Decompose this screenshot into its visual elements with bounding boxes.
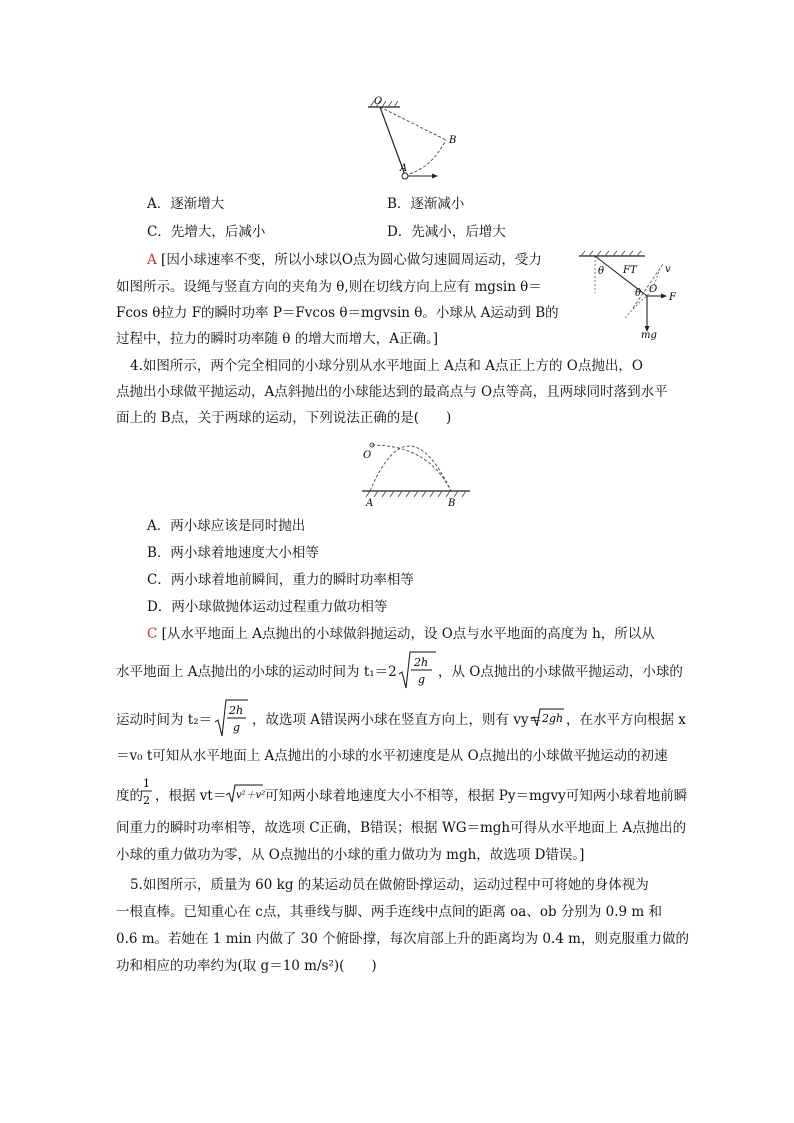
frac-den: g	[233, 721, 241, 734]
q3-answer-line-3: Fcos θ拉力 F的瞬时功率 P＝Fvcos θ＝mgvsin θ。小球从 A运动到 B的	[116, 305, 559, 321]
q4-solution-line-6: 间重力的瞬时功率相等，故选项 C正确，B错误；根据 WG＝mgh可得从水平地面上 A点抛出的	[116, 820, 687, 836]
label-theta-2: θ	[635, 288, 642, 299]
q3-option-a: A．逐渐增大	[147, 196, 225, 212]
label-A: A	[366, 498, 374, 509]
q4-answer-letter: C	[147, 626, 158, 642]
q4-solution-line-3b: ，故选项 A错误两小球在竖直方向上，则有 vy＝	[252, 712, 543, 728]
label-B: B	[449, 135, 457, 146]
frac-num: 2h	[229, 704, 244, 717]
label-FT: FT	[623, 265, 637, 276]
q4-solution-line-2	[116, 662, 397, 682]
label-mg: mg	[641, 330, 657, 340]
q4-solution-text: [从水平地面上 A点抛出的小球做斜抛运动，设 O点与水平地面的高度为 h，所以从	[161, 626, 655, 642]
sqrt-v-sum	[225, 783, 265, 805]
label-B: B	[448, 498, 456, 509]
q5-stem-line-2: 一根直棒。已知重心在 c点，其垂线与脚、两手连线中点间的距离 oa、ob 分别为 0.9 m 和	[116, 904, 663, 920]
sqrt-v-text: v²＋v²	[236, 790, 265, 801]
q4-solution-line-3	[116, 710, 212, 730]
q5-stem-line-4: 功和相应的功率约为(取 g＝10 m/s²)( )	[116, 958, 377, 974]
half-num: 1	[143, 777, 150, 790]
q5-stem-line-3: 0.6 m。若她在 1 min 内做了 30 个俯卧撑，每次肩部上升的距离均为 0.4 m，则克服重力做的	[116, 931, 689, 947]
pendulum-figure	[360, 95, 470, 187]
q3-answer-letter: A	[147, 252, 157, 268]
label-A: A	[400, 163, 408, 174]
q3-answer-text: [因小球速率不变，所以小球以O点为圆心做匀速圆周运动，受力	[161, 252, 542, 268]
frac-num: 2h	[414, 656, 429, 669]
q4-solution-line-4: ＝v₀ t可知从水平地面上 A点抛出的小球的水平初速度是从 O点抛出的小球做平抛运动的初速	[116, 748, 668, 764]
half-den: 2	[143, 794, 150, 807]
q4-option-a: A．两小球应该是同时抛出	[147, 518, 306, 534]
q3-option-b: B．逐渐减小	[387, 196, 465, 212]
q4-solution-line-5b: ，根据 vt＝	[155, 788, 227, 804]
q4-solution-line-1	[147, 624, 655, 644]
fraction-one-half	[141, 774, 153, 810]
force-diagram-figure	[575, 248, 685, 340]
label-theta-1: θ	[598, 266, 605, 277]
q3-option-d: D．先减小，后增大	[387, 224, 506, 240]
label-v: v	[665, 264, 671, 275]
q4-stem-line-3: 面上的 B点，关于两球的运动，下列说法正确的是( )	[116, 410, 452, 426]
q5-stem-line-1: 5.如图所示，质量为 60 kg 的某运动员在做俯卧撑运动，运动过程中可将她的身体视为	[130, 877, 649, 893]
q4-s3-text-a: 运动时间为 t₂＝	[116, 712, 213, 728]
sqrt-2gh-text: 2gh	[542, 712, 564, 725]
label-O: O	[374, 96, 383, 107]
q4-solution-line-3c: ，在水平方向根据 x	[566, 712, 686, 728]
q3-answer-line-1	[147, 250, 542, 270]
label-O: O	[649, 284, 658, 295]
q4-option-c: C．两小球着地前瞬间，重力的瞬时功率相等	[147, 572, 414, 588]
q4-solution-line-7: 小球的重力做功为零，从 O点抛出的小球的重力做功为 mgh，故选项 D错误。]	[116, 847, 585, 863]
frac-den: g	[418, 673, 426, 686]
q4-option-b: B．两小球着地速度大小相等	[147, 545, 319, 561]
q4-stem-line-1: 4.如图所示，两个完全相同的小球分别从水平地面上 A点和 A点正上方的 O点抛出，O	[130, 358, 643, 374]
q3-answer-line-2: 如图所示。设绳与竖直方向的夹角为 θ,则在切线方向上应有 mgsin θ＝	[116, 279, 542, 295]
q4-solution-line-2b: ，从 O点抛出的小球做平抛运动，小球的	[438, 664, 683, 680]
q4-option-d: D．两小球做抛体运动过程重力做功相等	[147, 599, 388, 615]
q3-answer-line-4: 过程中，拉力的瞬时功率随 θ 的增大而增大，A正确。]	[116, 331, 438, 347]
q4-s2-text-a: 水平地面上 A点抛出的小球的运动时间为 t₁＝2	[116, 664, 397, 680]
label-F: F	[669, 292, 676, 303]
q4-solution-line-5: 度的	[116, 788, 143, 804]
projectile-figure	[358, 436, 478, 512]
sqrt-2gh	[530, 707, 566, 729]
sqrt-2h-over-g-1	[398, 650, 438, 692]
q4-stem-line-2: 点抛出小球做平抛运动，A点斜抛出的小球能达到的最高点与 O点等高，且两球同时落到水平	[116, 384, 668, 400]
q4-solution-line-5c: 可知两小球着地速度大小不相等，根据 Py＝mgvy可知两小球着地前瞬	[265, 788, 688, 804]
sqrt-2h-over-g-2	[214, 698, 250, 740]
label-O: O	[363, 450, 372, 461]
q3-option-c: C．先增大，后减小	[147, 224, 266, 240]
